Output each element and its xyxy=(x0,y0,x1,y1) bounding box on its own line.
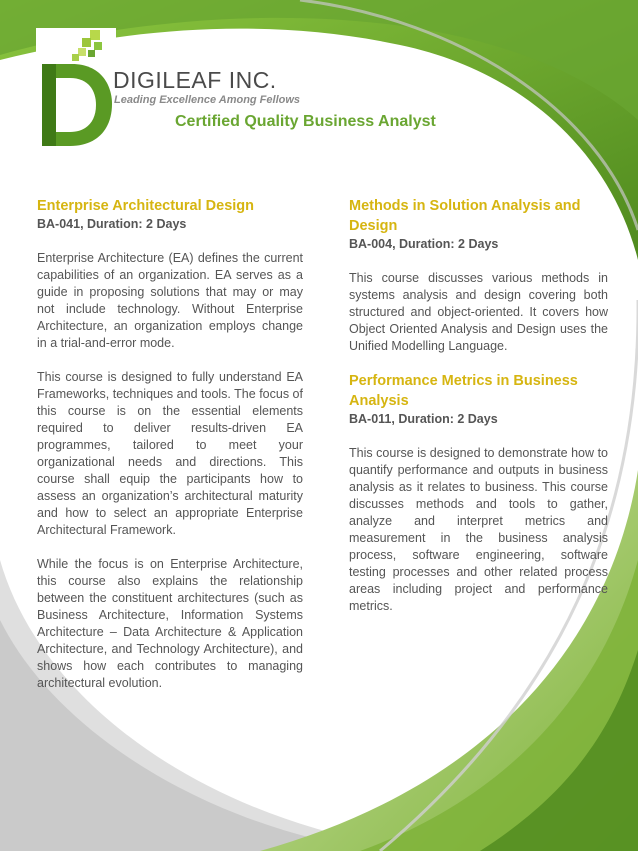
course-code: BA-011, Duration: 2 Days xyxy=(349,412,498,426)
digileaf-logo-icon xyxy=(36,28,116,163)
course-code: BA-041, Duration: 2 Days xyxy=(37,217,187,231)
right-column xyxy=(349,196,608,632)
brand-tagline: Leading Excellence Among Fellows xyxy=(114,94,301,106)
course-code: BA-004, Duration: 2 Days xyxy=(349,237,499,251)
course-description: This course discusses various methods in systems analysis and design covering both structured and object-oriented. It covers how Object Oriented Analysis and Design uses the Unified Modelling Language. xyxy=(349,271,608,353)
course-title: Performance Metrics in Business Analysis xyxy=(349,373,578,409)
course-description: While the focus is on Enterprise Architecture, this course also explains the relationship between the constituent architectures (such as Business Architecture, Information Systems Architecture – Data Architecture & Application Architecture, and Technology Architecture), and shows how each contributes to managing architectural evolution. xyxy=(37,557,303,690)
course-title: Enterprise Architectural Design xyxy=(37,198,255,214)
course-description: This course is designed to demonstrate how to quantify performance and outputs in business analysis as it relates to business. This course discusses methods and tools to gather, analyze and interpret metrics and measurement in the business analysis process, software engineering, software testing processes and other related process areas including project and performance metrics. xyxy=(349,446,608,613)
course-description: Enterprise Architecture (EA) defines the current capabilities of an organization. EA serves as a guide in proposing solutions that may or may not include technology. Without Enterprise Architecture, an organization employs change in a trial-and-error mode. xyxy=(37,251,303,350)
course-title: Methods in Solution Analysis and Design xyxy=(349,198,581,234)
left-column xyxy=(37,196,303,709)
course-description: This course is designed to fully understand EA Frameworks, techniques and tools. The focus of this course is on the essential elements required to deliver results-driven EA programmes, tailored to meet your organizational needs and directions. This course shall equip the participants how to assess an organization’s architectural maturity and how to select an appropriate Enterprise Architectural Framework. xyxy=(37,370,303,537)
brand-name: DIGILEAF INC. xyxy=(113,67,277,93)
document-title: Certified Quality Business Analyst xyxy=(175,113,436,130)
